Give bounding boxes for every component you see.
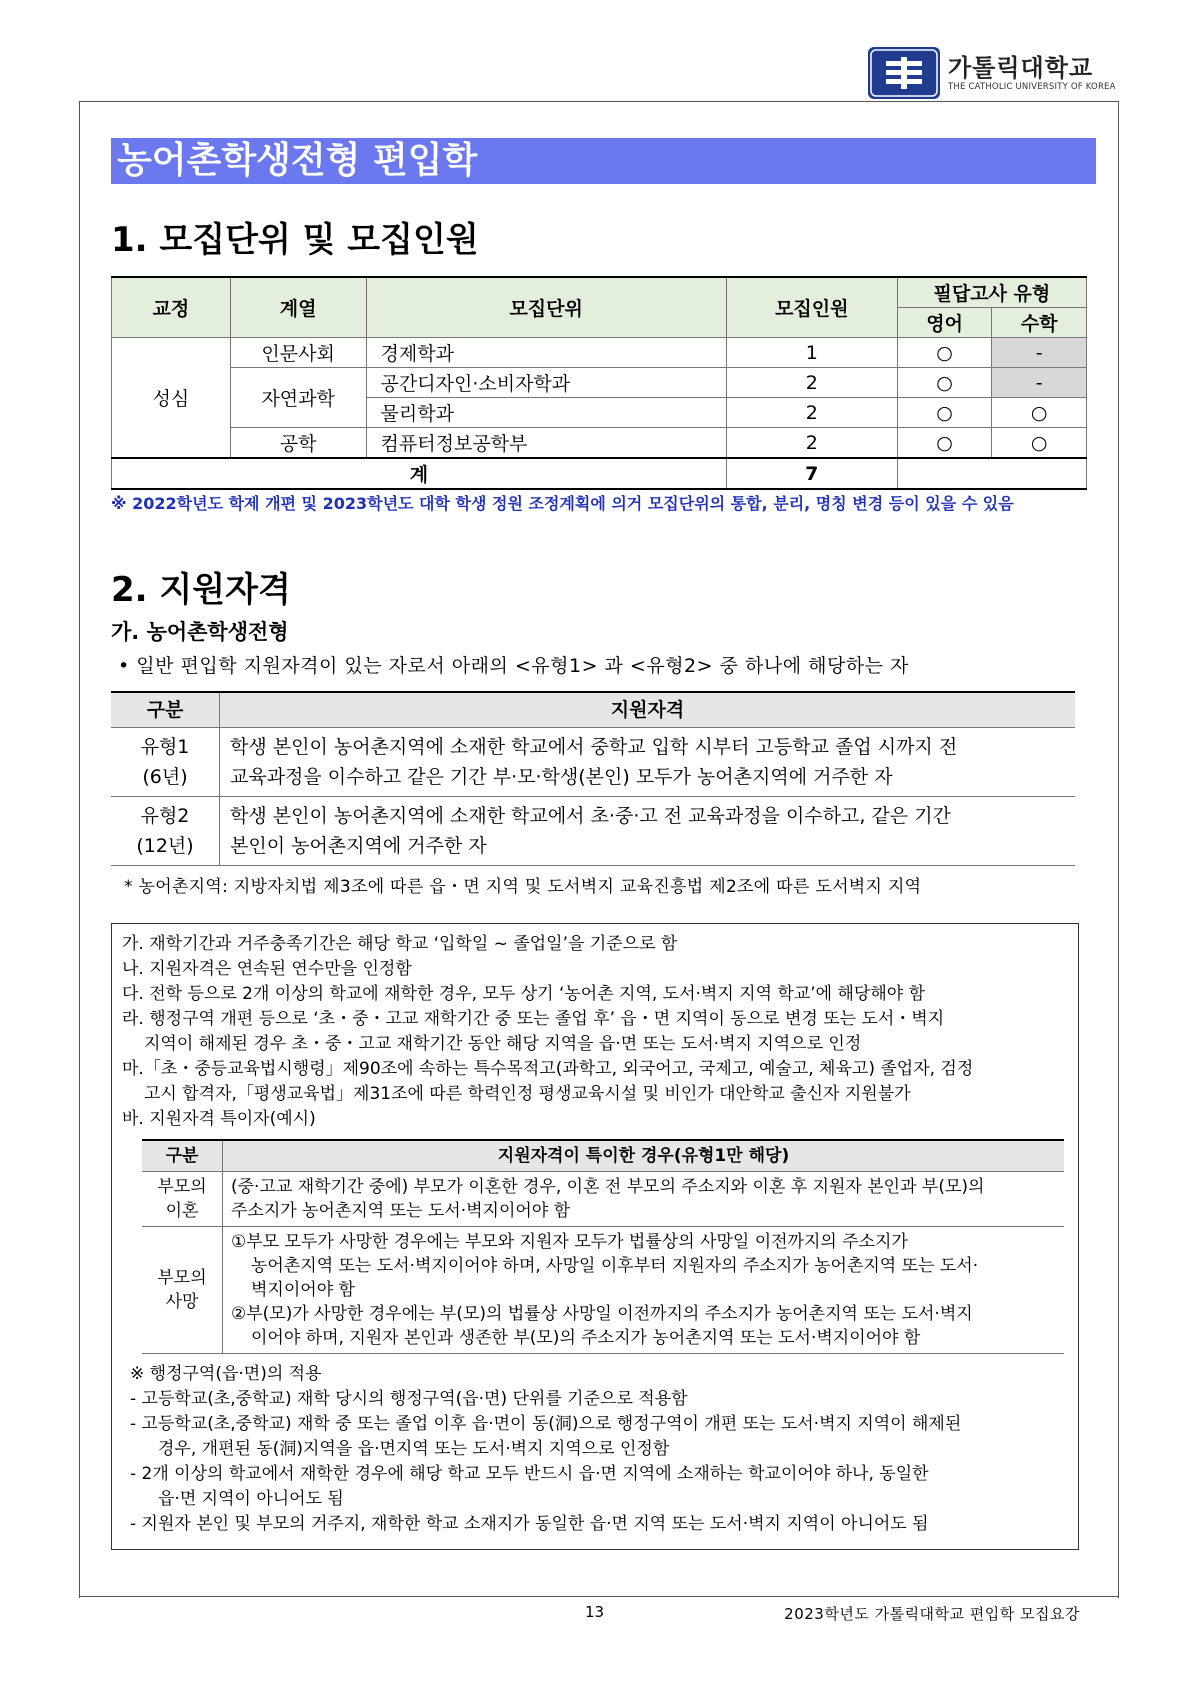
count-cell: 2 xyxy=(726,368,897,398)
count-cell: 2 xyxy=(726,398,897,428)
table-row xyxy=(112,428,1087,459)
field-cell: 자연과학 xyxy=(230,368,366,428)
footer-text: 2023학년도 가톨릭대학교 편입학 모집요강 xyxy=(784,1605,1080,1623)
list-item: 마.「초・중등교육법시행령」제90조에 속하는 특수목적고(과학고, 외국어고, 국제고, 예술고, 체육고) 졸업자, 검정 xyxy=(122,1059,974,1079)
eligibility-bullet: • 일반 편입학 지원자격이 있는 자로서 아래의 <유형1> 과 <유형2> 중 하나에 해당하는 자 xyxy=(118,655,909,677)
type-label: 유형1 xyxy=(140,736,190,758)
rural-area-note: * 농어촌지역: 지방자치법 제3조에 따른 읍・면 지역 및 도서벽지 교육진흥법 제2조에 따른 도서벽지 지역 xyxy=(124,877,922,897)
field-cell: 인문사회 xyxy=(230,338,366,368)
list-item: 지역이 해제된 경우 초・중・고교 재학기간 동안 해당 지역을 읍·면 또는 도서·벽지 지역으로 인정 xyxy=(144,1034,862,1054)
qualification-line: 본인이 농어촌지역에 거주한 자 xyxy=(230,835,487,857)
section1-title: 1. 모집단위 및 모집인원 xyxy=(111,220,479,260)
case-line: 벽지이어야 함 xyxy=(251,1280,355,1300)
count-cell: 2 xyxy=(726,428,897,459)
unit-cell: 경제학과 xyxy=(366,338,726,368)
header-math: 수학 xyxy=(992,308,1087,338)
table-row xyxy=(111,797,1075,866)
list-item: - 고등학교(초,중학교) 재학 중 또는 졸업 이후 읍·면이 동(洞)으로 행정구역이 개편 또는 도서·벽지 지역이 해제된 xyxy=(130,1414,962,1434)
list-item: - 2개 이상의 학교에서 재학한 경우에 해당 학교 모두 반드시 읍·면 지역에 소재하는 학교이어야 하나, 동일한 xyxy=(130,1464,929,1484)
header-type: 구분 xyxy=(142,1140,223,1172)
english-cell: ○ xyxy=(897,398,992,428)
table-row xyxy=(142,1227,1064,1354)
case-line: (중·고교 재학기간 중에) 부모가 이혼한 경우, 이혼 전 부모의 주소지와 이혼 후 지원자 본인과 부(모)의 xyxy=(231,1177,985,1197)
details-box xyxy=(111,923,1079,1550)
english-cell: ○ xyxy=(897,368,992,398)
unit-cell: 물리학과 xyxy=(366,398,726,428)
section2-title: 2. 지원자격 xyxy=(111,570,291,610)
header-field: 계열 xyxy=(230,277,366,338)
header-count: 모집인원 xyxy=(726,277,897,338)
page-title: 농어촌학생전형 편입학 xyxy=(111,138,1096,184)
english-cell: ○ xyxy=(897,428,992,459)
type-years: (12년) xyxy=(136,835,194,857)
count-cell: 1 xyxy=(726,338,897,368)
math-cell: ○ xyxy=(992,398,1087,428)
case-line: 주소지가 농어촌지역 또는 도서·벽지이어야 함 xyxy=(231,1201,571,1221)
type-label: 유형2 xyxy=(140,805,190,827)
qualification-line: 학생 본인이 농어촌지역에 소재한 학교에서 중학교 입학 시부터 고등학교 졸업 시까지 전 xyxy=(230,736,958,758)
list-item: 읍·면 지역이 아니어도 됨 xyxy=(158,1489,344,1509)
list-item: 경우, 개편된 동(洞)지역을 읍·면지역 또는 도서·벽지 지역으로 인정함 xyxy=(158,1439,670,1459)
unit-cell: 공간디자인·소비자학과 xyxy=(366,368,726,398)
logo-korean-name: 가톨릭대학교 xyxy=(948,54,1094,82)
case-label: 부모의 xyxy=(157,1268,207,1288)
list-item: - 지원자 본인 및 부모의 거주지, 재학한 학교 소재지가 동일한 읍·면 지역 또는 도서·벽지 지역이 아니어도 됨 xyxy=(130,1514,929,1534)
case-line: 이어야 하며, 지원자 본인과 생존한 부(모)의 주소지가 농어촌지역 또는 도서·벽지이어야 함 xyxy=(251,1328,921,1348)
university-logo xyxy=(868,47,1116,99)
university-seal-icon xyxy=(868,47,940,99)
unit-cell: 컴퓨터정보공학부 xyxy=(366,428,726,459)
campus-cell: 성심 xyxy=(112,338,231,459)
admin-district-notes xyxy=(130,1362,1070,1537)
math-cell: ○ xyxy=(992,428,1087,459)
details-list xyxy=(122,932,1072,1132)
qualification-line: 교육과정을 이수하고 같은 기간 부·모·학생(본인) 모두가 농어촌지역에 거주한 자 xyxy=(230,766,893,788)
qualification-line: 학생 본인이 농어촌지역에 소재한 학교에서 초·중·고 전 교육과정을 이수하고, 같은 기간 xyxy=(230,805,951,827)
list-item: 나. 지원자격은 연속된 연수만을 인정함 xyxy=(122,959,412,979)
table-row xyxy=(112,368,1087,398)
total-count: 7 xyxy=(726,458,897,489)
list-item: 가. 재학기간과 거주충족기간은 해당 학교 ‘입학일 ~ 졸업일’을 기준으로 함 xyxy=(122,934,678,954)
table-row xyxy=(112,338,1087,368)
admin-heading: ※ 행정구역(읍·면)의 적용 xyxy=(130,1364,322,1384)
recruitment-table xyxy=(111,276,1087,490)
header-campus: 교정 xyxy=(112,277,231,338)
list-item: 바. 지원자격 특이자(예시) xyxy=(122,1109,316,1129)
case-label: 이혼 xyxy=(165,1201,199,1221)
list-item: - 고등학교(초,중학교) 재학 당시의 행정구역(읍·면) 단위를 기준으로 적용함 xyxy=(130,1389,688,1409)
header-unit: 모집단위 xyxy=(366,277,726,338)
case-line: 농어촌지역 또는 도서·벽지이어야 하며, 사망일 이후부터 지원자의 주소지가 농어촌지역 또는 도서· xyxy=(251,1256,979,1276)
table-row xyxy=(142,1172,1064,1227)
header-qualification: 지원자격 xyxy=(220,692,1076,728)
english-cell: ○ xyxy=(897,338,992,368)
page-number: 13 xyxy=(585,1603,605,1621)
total-label: 계 xyxy=(112,458,727,489)
eligibility-table xyxy=(111,691,1075,866)
section2-subtitle: 가. 농어촌학생전형 xyxy=(111,620,289,644)
case-line: ②부(모)가 사망한 경우에는 부(모)의 법률상 사망일 이전까지의 주소지가 농어촌지역 또는 도서·벽지 xyxy=(231,1304,973,1324)
special-case-table xyxy=(142,1139,1064,1354)
case-label: 사망 xyxy=(165,1292,199,1312)
case-label: 부모의 xyxy=(157,1177,207,1197)
math-cell: - xyxy=(992,338,1087,368)
table-row xyxy=(111,728,1075,797)
total-row xyxy=(112,458,1087,489)
header-exam-type: 필답고사 유형 xyxy=(897,277,1086,308)
case-line: ①부모 모두가 사망한 경우에는 부모와 지원자 모두가 법률상의 사망일 이전까지의 주소지가 xyxy=(231,1232,908,1252)
logo-english-name: THE CATHOLIC UNIVERSITY OF KOREA xyxy=(948,82,1116,92)
list-item: 라. 행정구역 개편 등으로 ‘초・중・고교 재학기간 중 또는 졸업 후’ 읍・면 지역이 동으로 변경 또는 도서・벽지 xyxy=(122,1009,945,1029)
math-cell: - xyxy=(992,368,1087,398)
type-years: (6년) xyxy=(142,766,188,788)
list-item: 고시 합격자,「평생교육법」제31조에 따른 학력인정 평생교육시설 및 비인가 대안학교 출신자 지원불가 xyxy=(144,1084,911,1104)
field-cell: 공학 xyxy=(230,428,366,459)
notice-text: ※ 2022학년도 학제 개편 및 2023학년도 대학 학생 정원 조정계획에 의거 모집단위의 통합, 분리, 명칭 변경 등이 있을 수 있음 xyxy=(111,494,1014,513)
footer-rule xyxy=(79,1596,1118,1597)
header-english: 영어 xyxy=(897,308,992,338)
list-item: 다. 전학 등으로 2개 이상의 학교에 재학한 경우, 모두 상기 ‘농어촌 지역, 도서·벽지 지역 학교’에 해당해야 함 xyxy=(122,984,926,1004)
header-case: 지원자격이 특이한 경우(유형1만 해당) xyxy=(223,1140,1065,1172)
header-type: 구분 xyxy=(111,692,220,728)
